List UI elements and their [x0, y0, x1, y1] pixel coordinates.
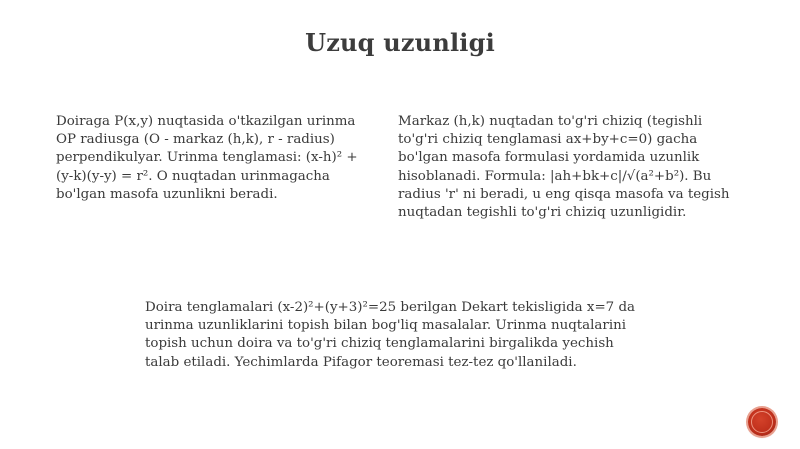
slide-title: Uzuq uzunligi: [305, 28, 495, 57]
paragraph-left: Doiraga P(x,y) nuqtasida o'tkazilgan urinma OP radiusga (O - markaz (h,k), r - radius) perpendikulyar. Urinma tenglamasi: (x-h)² + (y-k)(y-y) = r². O nuqtadan urinmagacha bo'lgan masofa uzunlikni beradi.: [56, 114, 358, 202]
next-slide-button-icon[interactable]: [748, 408, 776, 436]
button-ring: [751, 411, 773, 433]
paragraph-right: Markaz (h,k) nuqtadan to'g'ri chiziq (tegishli to'g'ri chiziq tenglamasi ax+by+c=0) gacha bo'lgan masofa formulasi yordamida uzunlik hisoblanadi. Formula: |ah+bk+c|/√(a²+b²). Bu radius 'r' ni beradi, u eng qisqa masofa va tegish nuqtadan tegishli to'g'ri chiziq uzunligidir.: [398, 114, 730, 221]
paragraph-bottom: Doira tenglamalari (x-2)²+(y+3)²=25 berilgan Dekart tekisligida x=7 da urinma uzunliklarini topish bilan bog'liq masalalar. Urinma nuqtalarini topish uchun doira va to'g'ri chiziq tenglamalarini birgalikda yechish talab etiladi. Yechimlarda Pifagor teoremasi tez-tez qo'llaniladi.: [145, 300, 636, 370]
